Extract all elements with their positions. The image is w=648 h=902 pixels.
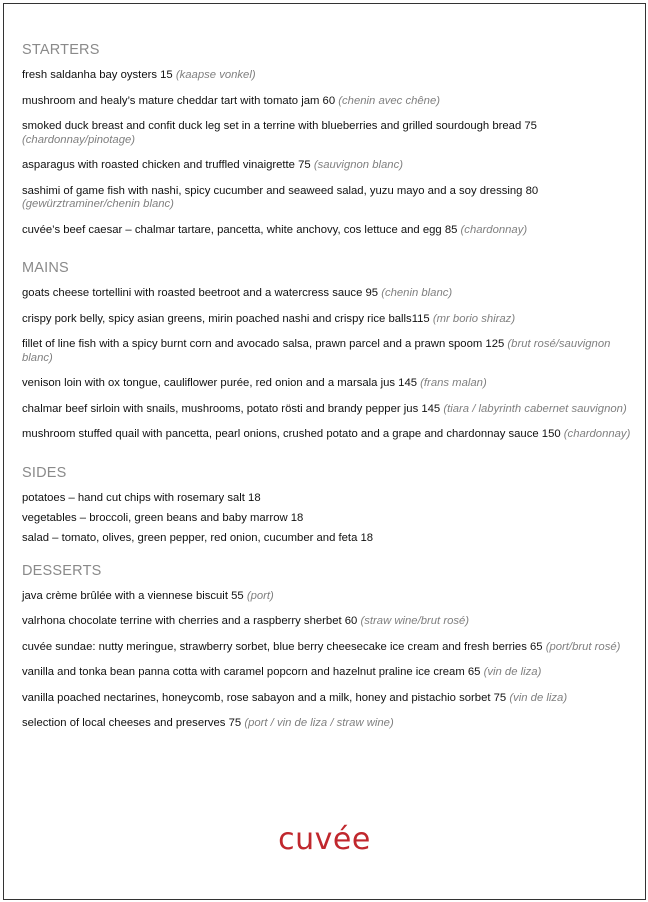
- menu-item: [22, 287, 632, 301]
- menu-item: [22, 717, 632, 731]
- menu-item: [22, 590, 632, 604]
- menu-item: [22, 95, 632, 109]
- wine-pairing: (gewürztraminer/chenin blanc): [22, 198, 174, 210]
- menu-item-text: vegetables – broccoli, green beans and baby marrow 18: [22, 511, 304, 524]
- menu-item-text: asparagus with roasted chicken and truffled vinaigrette 75: [22, 159, 314, 171]
- menu-item-text: cuvée’s beef caesar – chalmar tartare, pancetta, white anchovy, cos lettuce and egg 85: [22, 223, 461, 236]
- menu-item-text: fillet of line fish with a spicy burnt corn and avocado salsa, prawn parcel and a prawn spoom 125: [22, 338, 508, 350]
- wine-pairing: (brut rosé/sauvignon blanc): [22, 338, 611, 364]
- menu-item-text: selection of local cheeses and preserves 75: [22, 717, 245, 729]
- menu-item: [22, 492, 632, 506]
- wine-pairing: (port/brut rosé): [545, 640, 621, 653]
- wine-pairing: (vin de liza): [509, 691, 568, 704]
- menu-item-text: vanilla and tonka bean panna cotta with caramel popcorn and hazelnut praline ice cream 65: [22, 666, 484, 678]
- menu-item-text: cuvée sundae: nutty meringue, strawberry sorbet, blue berry cheesecake ice cream and fresh berries 65: [22, 640, 546, 653]
- menu-content: [22, 42, 632, 743]
- mains-section: [22, 260, 632, 442]
- wine-pairing: (chenin blanc): [381, 287, 453, 299]
- menu-item-text: potatoes – hand cut chips with rosemary salt 18: [22, 491, 261, 504]
- menu-item: [22, 313, 632, 327]
- menu-item-text: crispy pork belly, spicy asian greens, mirin poached nashi and crispy rice balls115: [22, 312, 433, 325]
- section-title-mains: MAINS: [22, 260, 69, 276]
- menu-item: [22, 428, 632, 442]
- wine-pairing: (port / vin de liza / straw wine): [244, 717, 394, 729]
- menu-item: [22, 338, 632, 365]
- wine-pairing: (frans malan): [420, 377, 487, 389]
- menu-item-text: salad – tomato, olives, green pepper, red onion, cucumber and feta 18: [22, 531, 374, 544]
- menu-item-text: vanilla poached nectarines, honeycomb, rose sabayon and a milk, honey and pistachio sorbet 75: [22, 691, 510, 704]
- menu-page: [3, 3, 646, 900]
- menu-item-text: fresh saldanha bay oysters 15: [22, 69, 176, 81]
- section-title-sides: SIDES: [22, 464, 67, 481]
- wine-pairing: (tiara / labyrinth cabernet sauvignon): [443, 402, 627, 415]
- menu-item-text: chalmar beef sirloin with snails, mushrooms, potato rösti and brandy pepper jus 145: [22, 402, 444, 415]
- menu-item: [22, 532, 632, 546]
- menu-item: [22, 403, 632, 417]
- cuvee-logo: cuvée: [278, 822, 371, 857]
- wine-pairing: (vin de liza): [483, 666, 542, 678]
- menu-item: [22, 641, 632, 655]
- wine-pairing: (mr borio shiraz): [432, 312, 516, 325]
- menu-item: [22, 512, 632, 526]
- menu-item-text: sashimi of game fish with nashi, spicy cucumber and seaweed salad, yuzu mayo and a soy dressing 80: [22, 184, 539, 197]
- menu-item: [22, 377, 632, 391]
- menu-item: [22, 69, 632, 83]
- wine-pairing: (kaapse vonkel): [175, 69, 256, 81]
- wine-pairing: (sauvignon blanc): [313, 159, 403, 171]
- menu-item-text: venison loin with ox tongue, cauliflower purée, red onion and a marsala jus 145: [22, 377, 421, 389]
- wine-pairing: (chardonnay/pinotage): [22, 133, 136, 146]
- menu-item-text: java crème brûlée with a viennese biscuit 55: [22, 589, 247, 602]
- sides-section: [22, 465, 632, 546]
- desserts-section: [22, 563, 632, 731]
- menu-item: [22, 185, 632, 212]
- menu-item: [22, 224, 632, 238]
- menu-item: [22, 615, 632, 629]
- menu-item-text: smoked duck breast and confit duck leg set in a terrine with blueberries and grilled sourdough bread 75: [22, 120, 537, 132]
- menu-item-text: mushroom stuffed quail with pancetta, pearl onions, crushed potato and a grape and chardonnay sauce 150: [22, 428, 564, 440]
- menu-item: [22, 120, 632, 147]
- menu-item-text: mushroom and healy’s mature cheddar tart with tomato jam 60: [22, 94, 339, 107]
- menu-item-text: goats cheese tortellini with roasted beetroot and a watercress sauce 95: [22, 287, 382, 299]
- menu-item-text: valrhona chocolate terrine with cherries and a raspberry sherbet 60: [22, 615, 361, 627]
- section-title-desserts: DESSERTS: [22, 562, 102, 579]
- wine-pairing: (chenin avec chêne): [338, 94, 440, 107]
- wine-pairing: (chardonnay): [460, 223, 528, 236]
- menu-item: [22, 159, 632, 173]
- wine-pairing: (straw wine/brut rosé): [360, 615, 470, 627]
- starters-section: [22, 42, 632, 237]
- section-title-starters: STARTERS: [22, 42, 100, 58]
- wine-pairing: (chardonnay): [563, 428, 631, 440]
- menu-item: [22, 666, 632, 680]
- menu-item: [22, 692, 632, 706]
- wine-pairing: (port): [246, 589, 274, 602]
